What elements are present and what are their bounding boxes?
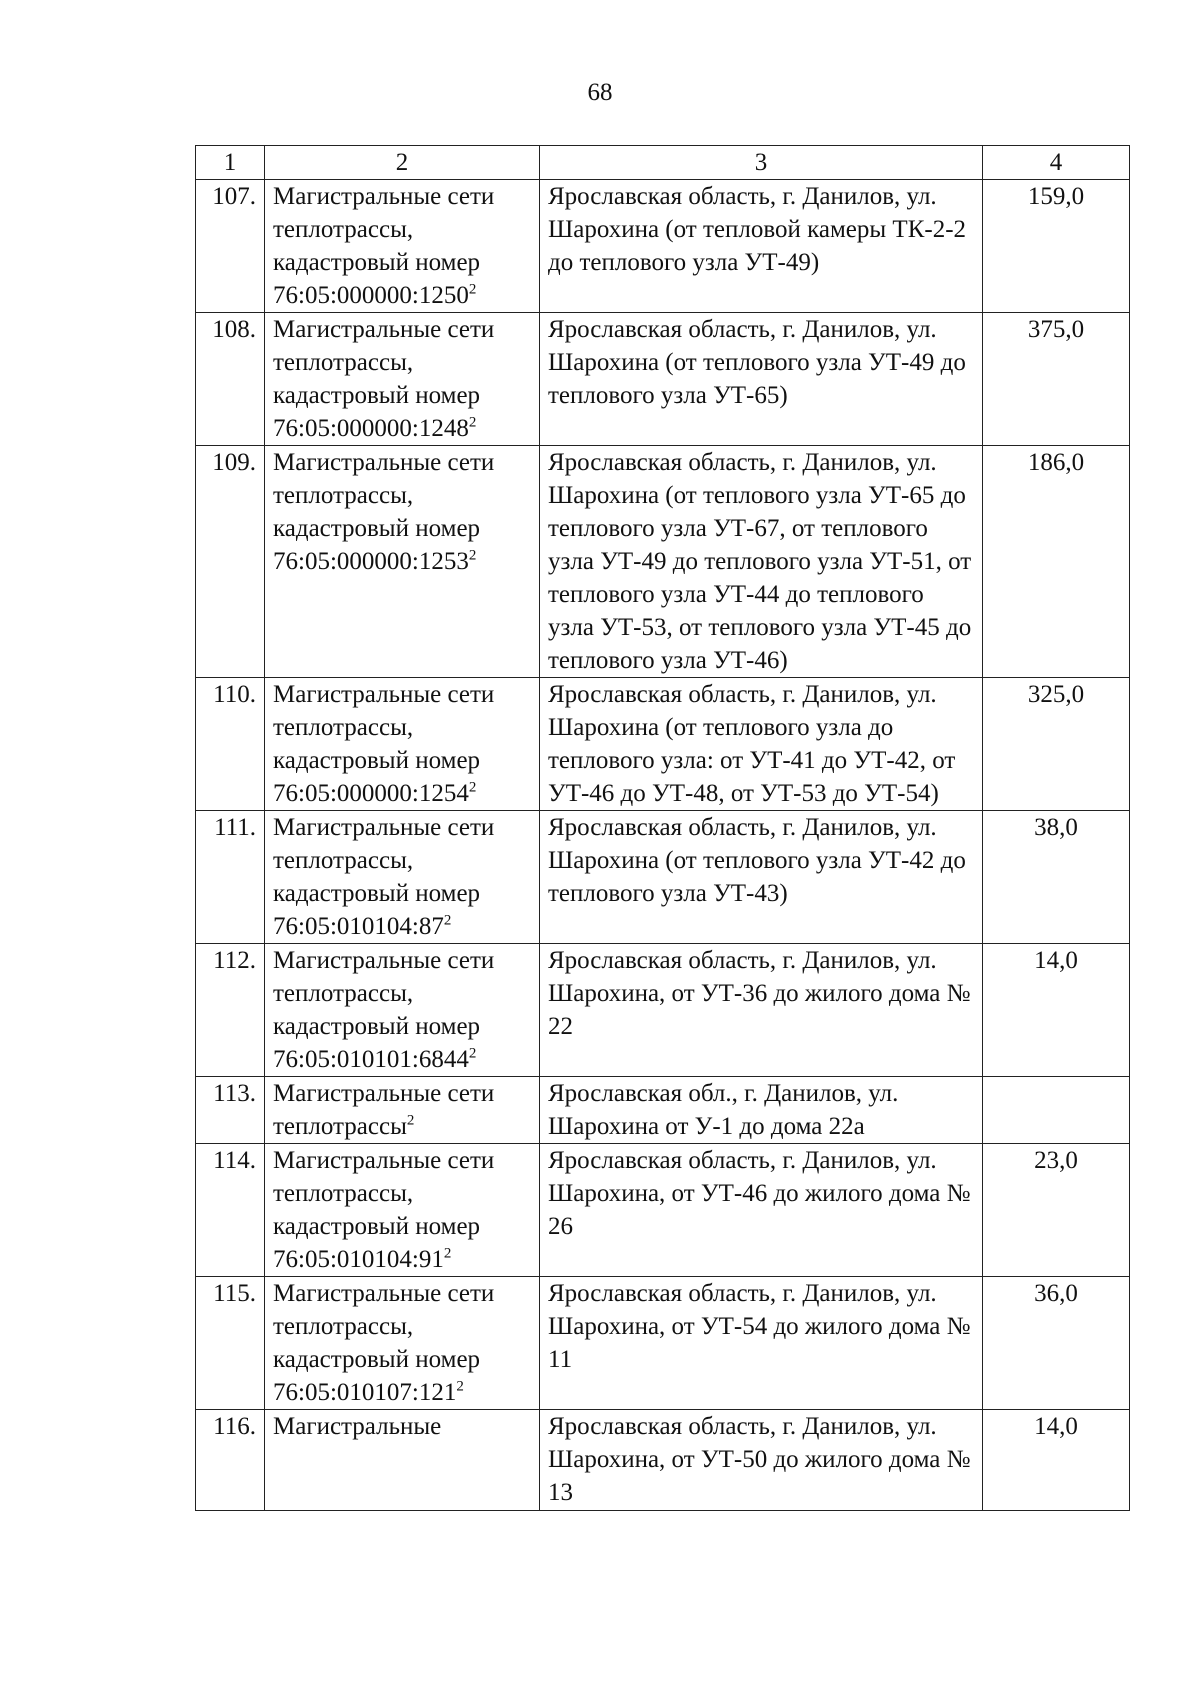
object-name-text: Магистральные сети теплотрассы, кадастровый номер [273,947,495,1040]
header-row [196,146,1130,180]
row-number: 116. [196,1410,265,1511]
cadastral-number: 76:05:000000:1254$^2$ [273,779,477,807]
cadastral-number: 76:05:010101:6844$^2$ [273,1045,477,1073]
cadastral-number: 76:05:010104:91$^2$ [273,1245,452,1273]
object-length: 325,0 [983,678,1130,811]
object-length: 14,0 [983,1410,1130,1511]
row-number: 115. [196,1277,265,1410]
footnote-mark: 2 [456,1378,464,1395]
object-address: Ярославская область, г. Данилов, ул. Шарохина (от теплового узла УТ-49 до теплового узла УТ-65) [540,313,983,446]
object-name [265,1277,540,1410]
row-number: 108. [196,313,265,446]
cadastral-number: 76:05:000000:1250$^2$ [273,281,477,309]
object-address: Ярославская обл., г. Данилов, ул. Шарохина от У-1 до дома 22а [540,1077,983,1144]
object-length: 186,0 [983,446,1130,678]
object-name-text: Магистральные сети теплотрассы, кадастровый номер [273,814,495,907]
table-row [196,1410,1130,1511]
footnote-mark: 2 [468,779,477,796]
object-address: Ярославская область, г. Данилов, ул. Шарохина (от теплового узла УТ-42 до теплового узла УТ-43) [540,811,983,944]
row-number: 114. [196,1144,265,1277]
table-row [196,678,1130,811]
table-row [196,446,1130,678]
table-row [196,1277,1130,1410]
object-name-text: Магистральные сети теплотрассы, кадастровый номер [273,183,495,276]
table-header [196,146,1130,180]
object-name [265,1410,540,1511]
object-name [265,811,540,944]
header-col-1: 1 [196,146,265,180]
object-length: 375,0 [983,313,1130,446]
object-name-text: Магистральные сети теплотрассы [273,1080,495,1140]
header-col-2: 2 [265,146,540,180]
cadastral-number: 76:05:010107:121$^2$ [273,1378,464,1406]
cadastral-number: 76:05:000000:1248$^2$ [273,414,477,442]
row-number: 109. [196,446,265,678]
object-length: 36,0 [983,1277,1130,1410]
row-number: 113. [196,1077,265,1144]
footnote-mark: 2 [468,547,477,564]
header-col-4: 4 [983,146,1130,180]
object-name-text: Магистральные сети теплотрассы, кадастровый номер [273,316,495,409]
object-name [265,1077,540,1144]
table-row [196,1144,1130,1277]
table-body [196,180,1130,1511]
object-name-text: Магистральные сети теплотрассы, кадастровый номер [273,1280,495,1373]
object-length: 159,0 [983,180,1130,313]
table-row [196,811,1130,944]
object-address: Ярославская область, г. Данилов, ул. Шарохина, от УТ-46 до жилого дома № 26 [540,1144,983,1277]
object-name [265,1144,540,1277]
object-name [265,313,540,446]
object-length [983,1077,1130,1144]
object-length: 14,0 [983,944,1130,1077]
cadastral-number: 76:05:010104:87$^2$ [273,912,452,940]
object-name-text: Магистральные [273,1413,442,1440]
object-name [265,944,540,1077]
footnote-mark: 2 [443,1245,452,1262]
object-address: Ярославская область, г. Данилов, ул. Шарохина (от теплового узла УТ-65 до теплового узла УТ-67, от теплового узла УТ-49 до теплового узла УТ-51, от теплового узла УТ-44 до теплового узла УТ-53, от теплового узла УТ-45 до теплового узла УТ-46) [540,446,983,678]
object-address: Ярославская область, г. Данилов, ул. Шарохина, от УТ-36 до жилого дома № 22 [540,944,983,1077]
footnote-mark: 2 [406,1112,415,1129]
table-row [196,944,1130,1077]
footnote-mark: 2 [468,414,477,431]
row-number: 110. [196,678,265,811]
object-address: Ярославская область, г. Данилов, ул. Шарохина, от УТ-54 до жилого дома № 11 [540,1277,983,1410]
table-row [196,1077,1130,1144]
footnote-mark: 2 [443,912,452,929]
cadastral-number: 76:05:000000:1253$^2$ [273,547,477,575]
object-address: Ярославская область, г. Данилов, ул. Шарохина (от теплового узла до теплового узла: от УТ-41 до УТ-42, от УТ-46 до УТ-48, от УТ-53 до УТ-54) [540,678,983,811]
footnote-mark: 2 [468,1045,477,1062]
object-name [265,678,540,811]
footnote-mark: 2 [468,281,477,298]
object-length: 38,0 [983,811,1130,944]
row-number: 111. [196,811,265,944]
row-number: 112. [196,944,265,1077]
object-name [265,180,540,313]
object-name [265,446,540,678]
object-name-text: Магистральные сети теплотрассы, кадастровый номер [273,449,495,542]
row-number: 107. [196,180,265,313]
header-col-3: 3 [540,146,983,180]
object-address: Ярославская область, г. Данилов, ул. Шарохина, от УТ-50 до жилого дома № 13 [540,1410,983,1511]
object-address: Ярославская область, г. Данилов, ул. Шарохина (от тепловой камеры ТК-2-2 до теплового узла УТ-49) [540,180,983,313]
table-row [196,180,1130,313]
object-length: 23,0 [983,1144,1130,1277]
object-name-text: Магистральные сети теплотрассы, кадастровый номер [273,681,495,774]
page-number: 68 [587,79,613,106]
object-name-text: Магистральные сети теплотрассы, кадастровый номер [273,1147,495,1240]
registry-table [195,145,1130,1511]
table-row [196,313,1130,446]
